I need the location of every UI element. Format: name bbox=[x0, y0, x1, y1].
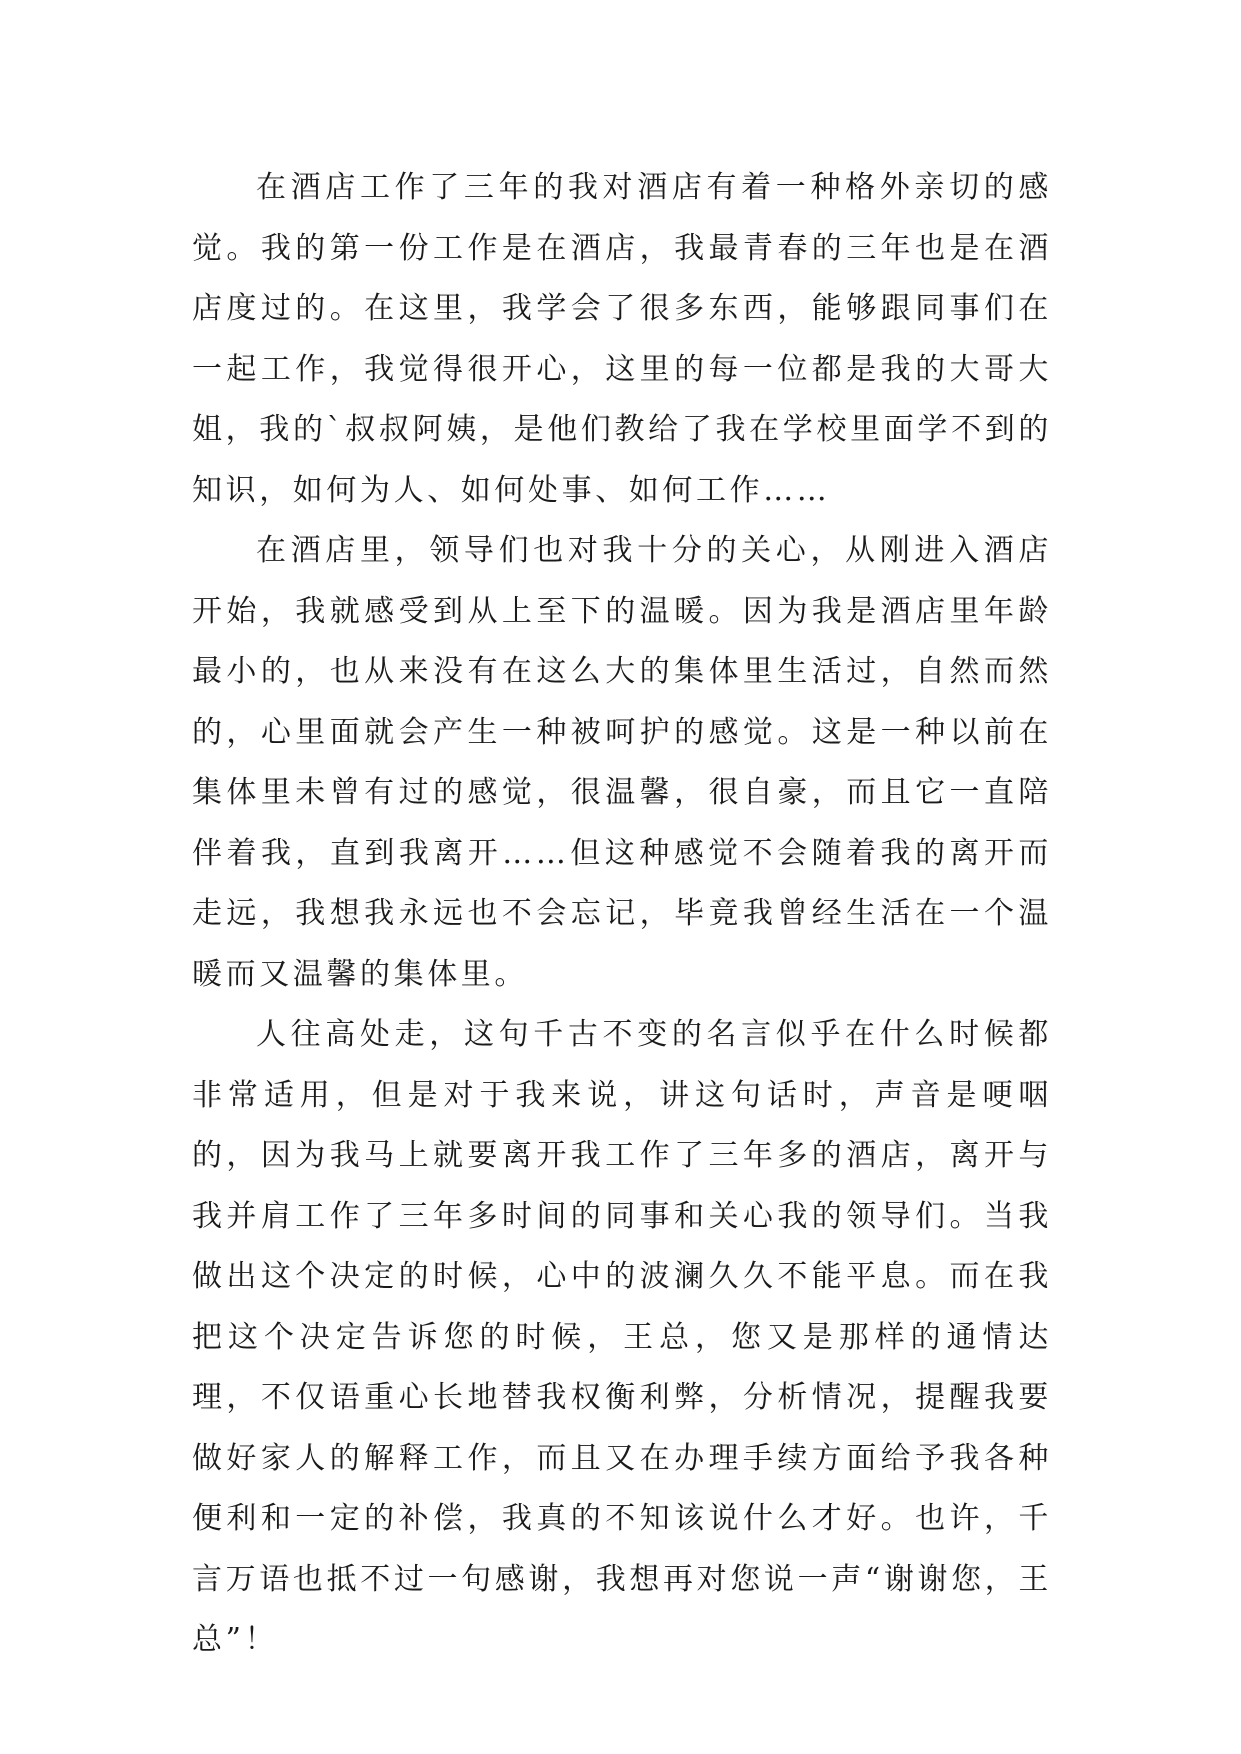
paragraph-1: 在酒店工作了三年的我对酒店有着一种格外亲切的感觉。我的第一份工作是在酒店，我最青春的三年也是在酒店度过的。在这里，我学会了很多东西，能够跟同事们在一起工作，我觉得很开心，这里的每一位都是我的大哥大姐，我的`叔叔阿姨，是他们教给了我在学校里面学不到的知识，如何为人、如何处事、如何工作…… bbox=[192, 170, 1052, 508]
paragraph-2: 在酒店里，领导们也对我十分的关心，从刚进入酒店开始，我就感受到从上至下的温暖。因为我是酒店里年龄最小的，也从来没有在这么大的集体里生活过，自然而然的，心里面就会产生一种被呵护的感觉。这是一种以前在集体里未曾有过的感觉，很温馨，很自豪，而且它一直陪伴着我，直到我离开……但这种感觉不会随着我的离开而走远，我想我永远也不会忘记，毕竟我曾经生活在一个温暖而又温馨的集体里。 bbox=[192, 533, 1052, 992]
document-body bbox=[192, 158, 1052, 1671]
paragraph-3: 人往高处走，这句千古不变的名言似乎在什么时候都非常适用，但是对于我来说，讲这句话时，声音是哽咽的，因为我马上就要离开我工作了三年多的酒店，离开与我并肩工作了三年多时间的同事和关心我的领导们。当我做出这个决定的时候，心中的波澜久久不能平息。而在我把这个决定告诉您的时候，王总，您又是那样的通情达理，不仅语重心长地替我权衡利弊，分析情况，提醒我要做好家人的解释工作，而且又在办理手续方面给予我各种便利和一定的补偿，我真的不知该说什么才好。也许，千言万语也抵不过一句感谢，我想再对您说一声“谢谢您，王总”！ bbox=[192, 1017, 1052, 1657]
